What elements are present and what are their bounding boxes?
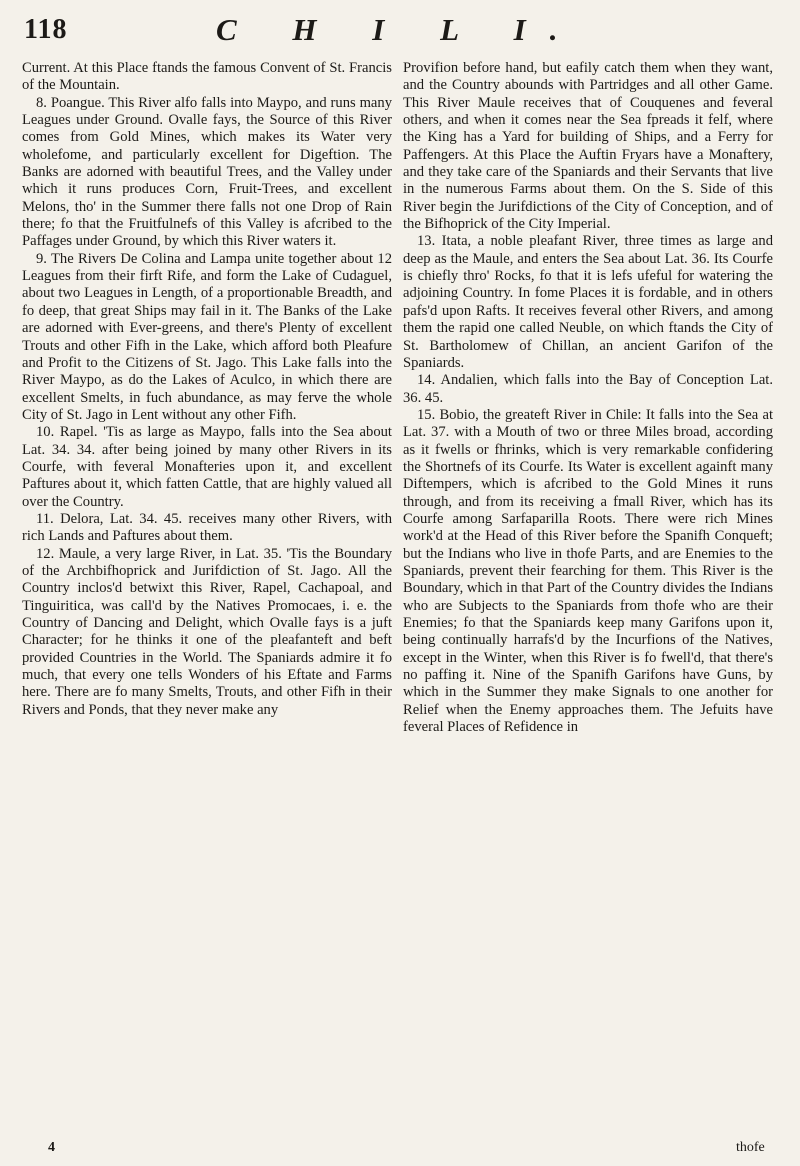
paragraph: 11. Delora, Lat. 34. 45. receives many other Rivers, with rich Lands and Paftures about them. <box>22 510 392 545</box>
paragraph: 15. Bobio, the greateft River in Chile: It falls into the Sea at Lat. 37. with a Mouth of two or three Miles broad, according as it fwells or fhrinks, which is very remarkable confidering the Shortnefs of its Courfe. Its Water is excellent againft many Diftempers, which is afcribed to the Gold Mines it runs through, and from its receiving a fmall River, which has its Courfe among Sarfaparilla Roots. There were rich Mines work'd at the Head of this River before the Spanifh Conqueft; but the Indians who live in thofe Parts, and are Enemies to the Spaniards, prevent their fearching for them. This River is the Boundary, which in that Part of the Country divides the Indians who are Subjects to the Spaniards from thofe who are their Enemies; fo that the Spaniards keep many Garifons upon it, being continually harrafs'd by the Incurfions of the Natives, except in the Winter, when this River is fo fwell'd, that there's no paffing it. Nine of the Spanifh Garifons have Guns, by which in the Summer they make Signals to one another for Relief when the Enemy approaches them. The Jefuits have feveral Places of Refidence in <box>403 406 773 736</box>
catchword: thofe <box>736 1140 765 1155</box>
running-head: C H I L I. <box>216 12 582 47</box>
paragraph: 13. Itata, a noble pleafant River, three times as large and deep as the Maule, and enters the Sea about Lat. 36. Its Courfe is chiefly thro' Rocks, fo that it is lefs ufeful for watering the adjoining Country. In fome Places it is fordable, and in others pafs'd upon Rafts. It receives feveral other Rivers, and among them the rapid one called Neuble, on which ftands the City of St. Bartholomew of Chillan, an ancient Garifon of the Spaniards. <box>403 233 773 371</box>
signature-mark: 4 <box>48 1140 55 1155</box>
paragraph: 14. Andalien, which falls into the Bay of Conception Lat. 36. 45. <box>403 372 773 406</box>
right-column <box>403 60 773 736</box>
paragraph: 8. Poangue. This River alfo falls into Maypo, and runs many Leagues under Ground. Ovalle fays, the Source of this River comes from Gold Mines, which makes its Water very wholefome, and particularly excellent for Digeftion. The Banks are adorned with beautiful Trees, and the Valley under which it runs produces Corn, Fruit-Trees, and excellent Melons, tho' in the Summer there falls not one Drop of Rain there; fo that the Fruitfulnefs of this Valley is afcribed to the Paffages under Ground, by which this River waters it. <box>22 94 392 250</box>
paragraph: 10. Rapel. 'Tis as large as Maypo, falls into the Sea about Lat. 34. 34. after being joined by many other Rivers in its Courfe, with feveral Monafteries upon it, and excellent Paftures about it, which fatten Cattle, that are highly valued all over the Country. <box>22 424 392 510</box>
left-column <box>22 60 392 719</box>
page-number: 118 <box>24 14 68 45</box>
paragraph: Provifion before hand, but eafily catch them when they want, and the Country abounds with Partridges and all other Game. This River Maule receives that of Couquenes and feveral others, and when it comes near the Sea fpreads it felf, where the King has a Yard for building of Ships, and a Ferry for Paffengers. At this Place the Auftin Fryars have a Monaftery, and they take care of the Spaniards and their Servants that live in the numerous Farms about them. On the S. Side of this River begin the Jurifdictions of the City of Conception, and of the Bifhoprick of the City Imperial. <box>403 60 773 233</box>
paragraph: 9. The Rivers De Colina and Lampa unite together about 12 Leagues from their firft Rife, and form the Lake of Cudaguel, about two Leagues in Length, of a proportionable Breadth, and fo deep, that great Ships may fail in it. The Banks of the Lake are adorned with Ever-greens, and there's Plenty of excellent Trouts and other Fifh in the Lake, which afford both Pleafure and Profit to the Citizens of St. Jago. This Lake falls into the River Maypo, as do the Lakes of Aculco, in which there are excellent Smelts, in fuch abundance, as may ferve the whole City of St. Jago in Lent without any other Fifh. <box>22 250 392 423</box>
page-header <box>24 14 784 54</box>
paragraph: Current. At this Place ftands the famous Convent of St. Francis of the Mountain. <box>22 60 392 94</box>
paragraph: 12. Maule, a very large River, in Lat. 35. 'Tis the Boundary of the Archbifhoprick and Jurifdiction of St. Jago. All the Country inclos'd betwixt this River, Rapel, Cachapoal, and Tinguiritica, was call'd by the Natives Promocaes, i. e. the Country of Dancing and Delight, which Ovalle fays is a juft Character; for he thinks it one of the pleafanteft and beft provided Countries in the World. The Spaniards admire it fo much, that every one tells Wonders of his Eftate and Farms here. There are fo many Smelts, Trouts, and other Fifh in their Rivers and Ponds, that they never make any <box>22 545 392 718</box>
